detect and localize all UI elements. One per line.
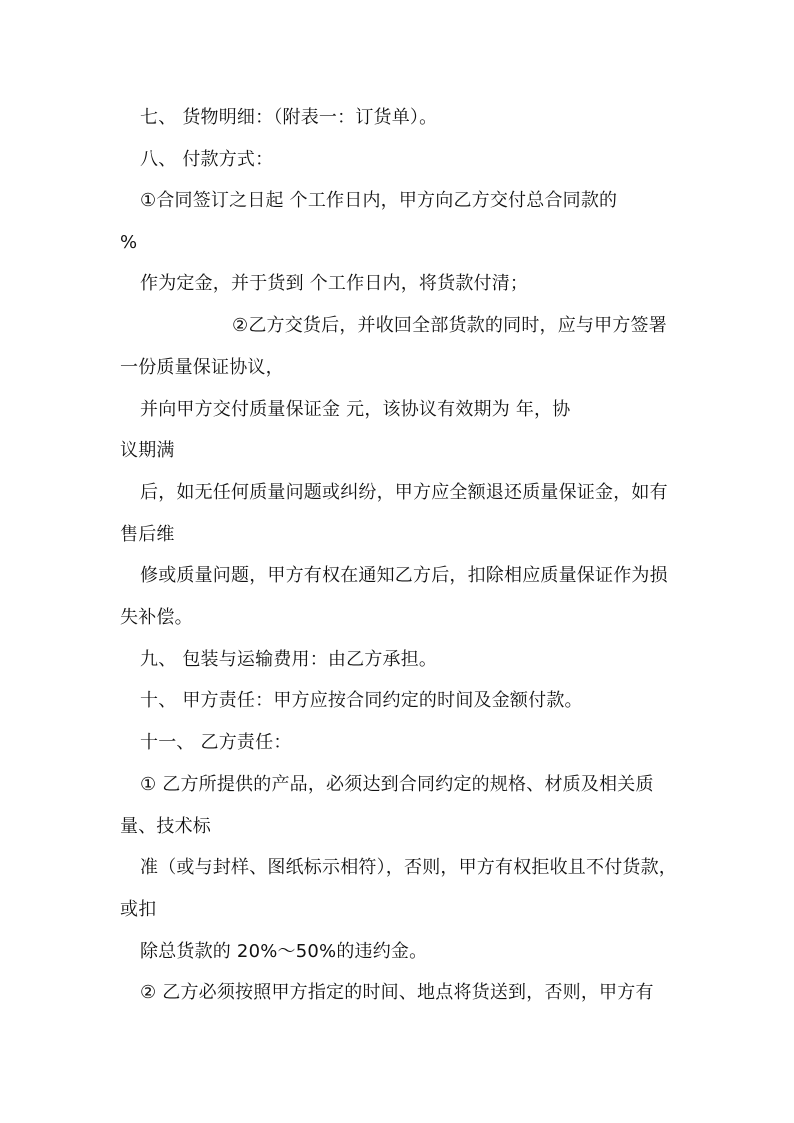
text-line: 作为定金，并于货到 个工作日内，将货款付清； xyxy=(140,273,529,294)
text-line: 并向甲方交付质量保证金 元，该协议有效期为 年，协 xyxy=(140,399,571,420)
text-line: 七、 货物明细：（附表一：订货单）。 xyxy=(140,107,438,128)
text-line: % xyxy=(120,232,138,253)
text-line: 量、技术标 xyxy=(120,816,211,837)
text-line: 后，如无任何质量问题或纠纷，甲方应全额退还质量保证金，如有 xyxy=(140,482,668,503)
text-line: ①合同签订之日起 个工作日内，甲方向乙方交付总合同款的 xyxy=(140,190,618,211)
text-line: 准（或与封样、图纸标示相符），否则，甲方有权拒收且不付货款， xyxy=(140,857,677,878)
text-line: ② 乙方必须按照甲方指定的时间、地点将货送到，否则，甲方有 xyxy=(140,982,654,1003)
text-line: ① 乙方所提供的产品，必须达到合同约定的规格、材质及相关质 xyxy=(140,774,654,795)
text-line: 议期满 xyxy=(120,440,175,461)
text-line: 八、 付款方式： xyxy=(140,149,274,170)
text-line: 十、 甲方责任：甲方应按合同约定的时间及金额付款。 xyxy=(140,690,583,711)
text-line: 或扣 xyxy=(120,899,157,920)
text-line: 失补偿。 xyxy=(120,607,193,628)
text-line: 修或质量问题，甲方有权在通知乙方后，扣除相应质量保证作为损 xyxy=(140,565,668,586)
text-line: 九、 包装与运输费用：由乙方承担。 xyxy=(140,649,438,670)
text-line: 除总货款的 20%～50%的违约金。 xyxy=(140,941,428,962)
text-line: ②乙方交货后，并收回全部货款的同时，应与甲方签署 xyxy=(232,315,667,336)
text-line: 一份质量保证协议， xyxy=(120,357,284,378)
text-line: 十一、 乙方责任： xyxy=(140,732,292,753)
text-line: 售后维 xyxy=(120,524,175,545)
